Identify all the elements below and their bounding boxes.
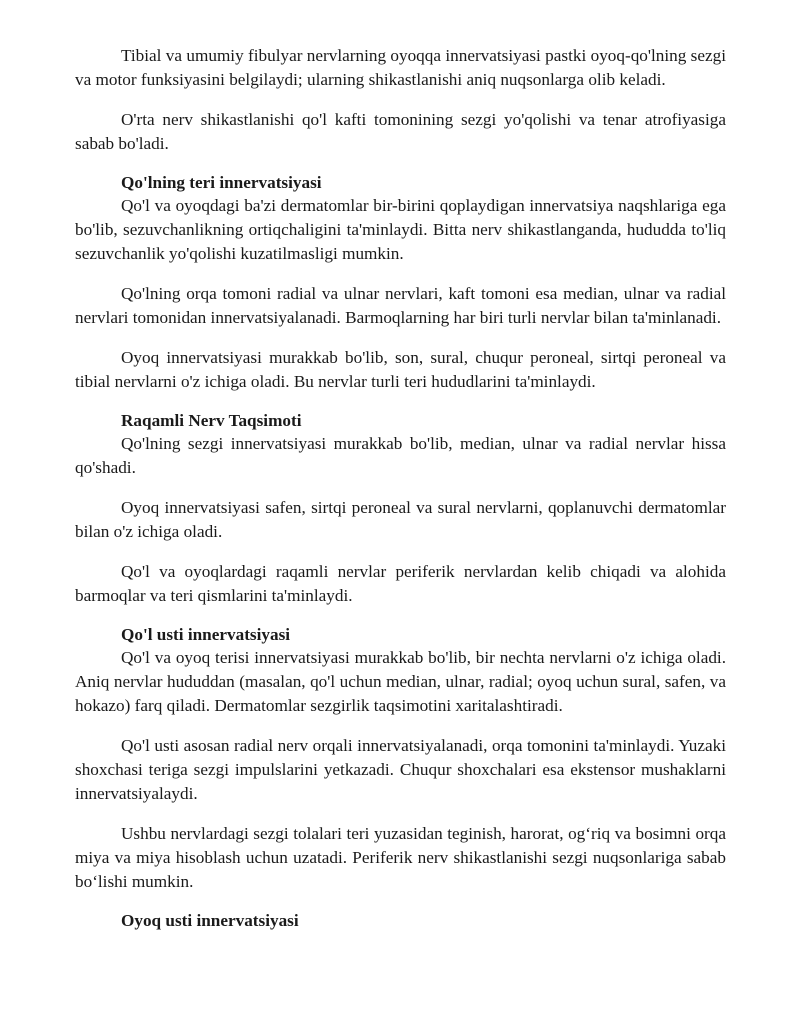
paragraph-median-nerve: O'rta nerv shikastlanishi qo'l kafti tomonining sezgi yo'qolishi va tenar atrofiyasiga sabab bo'ladi. [75, 110, 726, 153]
paragraph-hand-sensory: Qo'lning sezgi innervatsiyasi murakkab bo'lib, median, ulnar va radial nervlar hissa qo'shadi. [75, 434, 726, 477]
section-heading-digital-nerves: Raqamli Nerv Taqsimoti [121, 411, 302, 430]
paragraph-foot-saphenous: Oyoq innervatsiyasi safen, sirtqi peroneal va sural nervlarni, qoplanuvchi dermatomlar bilan o'z ichiga oladi. [75, 498, 726, 541]
paragraph-foot-innervation: Oyoq innervatsiyasi murakkab bo'lib, son, sural, chuqur peroneal, sirtqi peroneal va tibial nervlarni o'z ichiga oladi. Bu nervlar turli teri hududlarini ta'minlaydi. [75, 348, 726, 391]
paragraph-digital-origin: Qo'l va oyoqlardagi raqamli nervlar periferik nervlardan kelib chiqadi va alohida barmoqlar va teri qismlarini ta'minlaydi. [75, 562, 726, 605]
section-heading-dorsal-foot: Oyoq usti innervatsiyasi [121, 911, 299, 930]
section-heading-dorsal-hand: Qo'l usti innervatsiyasi [121, 625, 291, 644]
paragraph-skin-innervation: Qo'l va oyoq terisi innervatsiyasi murakkab bo'lib, bir nechta nervlarni o'z ichiga oladi. Aniq nervlar hududdan (masalan, qo'l uchun median, ulnar, radial; oyoq uchun sural, safen, va hokazo) farq qiladi. Dermatomlar sezgirlik taqsimotini xaritalashtiradi. [75, 648, 726, 715]
paragraph-sensory-fibers: Ushbu nervlardagi sezgi tolalari teri yuzasidan teginish, harorat, og‘riq va bosimni orqa miya va miya hisoblash uchun uzatadi. Periferik nerv shikastlanishi sezgi nuqsonlariga sabab bo‘lishi mumkin. [75, 824, 726, 891]
section-heading-hand-skin: Qo'lning teri innervatsiyasi [121, 173, 322, 192]
paragraph-dermatomes-overlap: Qo'l va oyoqdagi ba'zi dermatomlar bir-birini qoplaydigan innervatsiya naqshlariga ega bo'lib, sezuvchanlikning ortiqchaligini ta'minlaydi. Bitta nerv shikastlanganda, hududda to'liq sezuvchanlik yo'qolishi kuzatilmasligi mumkin. [75, 196, 726, 263]
paragraph-radial-nerve: Qo'l usti asosan radial nerv orqali innervatsiyalanadi, orqa tomonini ta'minlaydi. Yuzaki shoxchasi teriga sezgi impulslarini yetkazadi. Chuqur shoxchalari esa ekstensor mushaklarni innervatsiyalaydi. [75, 736, 726, 803]
paragraph-hand-sides: Qo'lning orqa tomoni radial va ulnar nervlari, kaft tomoni esa median, ulnar va radial nervlari tomonidan innervatsiyalanadi. Barmoqlarning har biri turli nervlar bilan ta'minlanadi. [75, 284, 726, 327]
paragraph-tibial-fibular: Tibial va umumiy fibulyar nervlarning oyoqqa innervatsiyasi pastki oyoq-qo'lning sezgi va motor funksiyasini belgilaydi; ularning shikastlanishi aniq nuqsonlarga olib keladi. [75, 46, 726, 89]
